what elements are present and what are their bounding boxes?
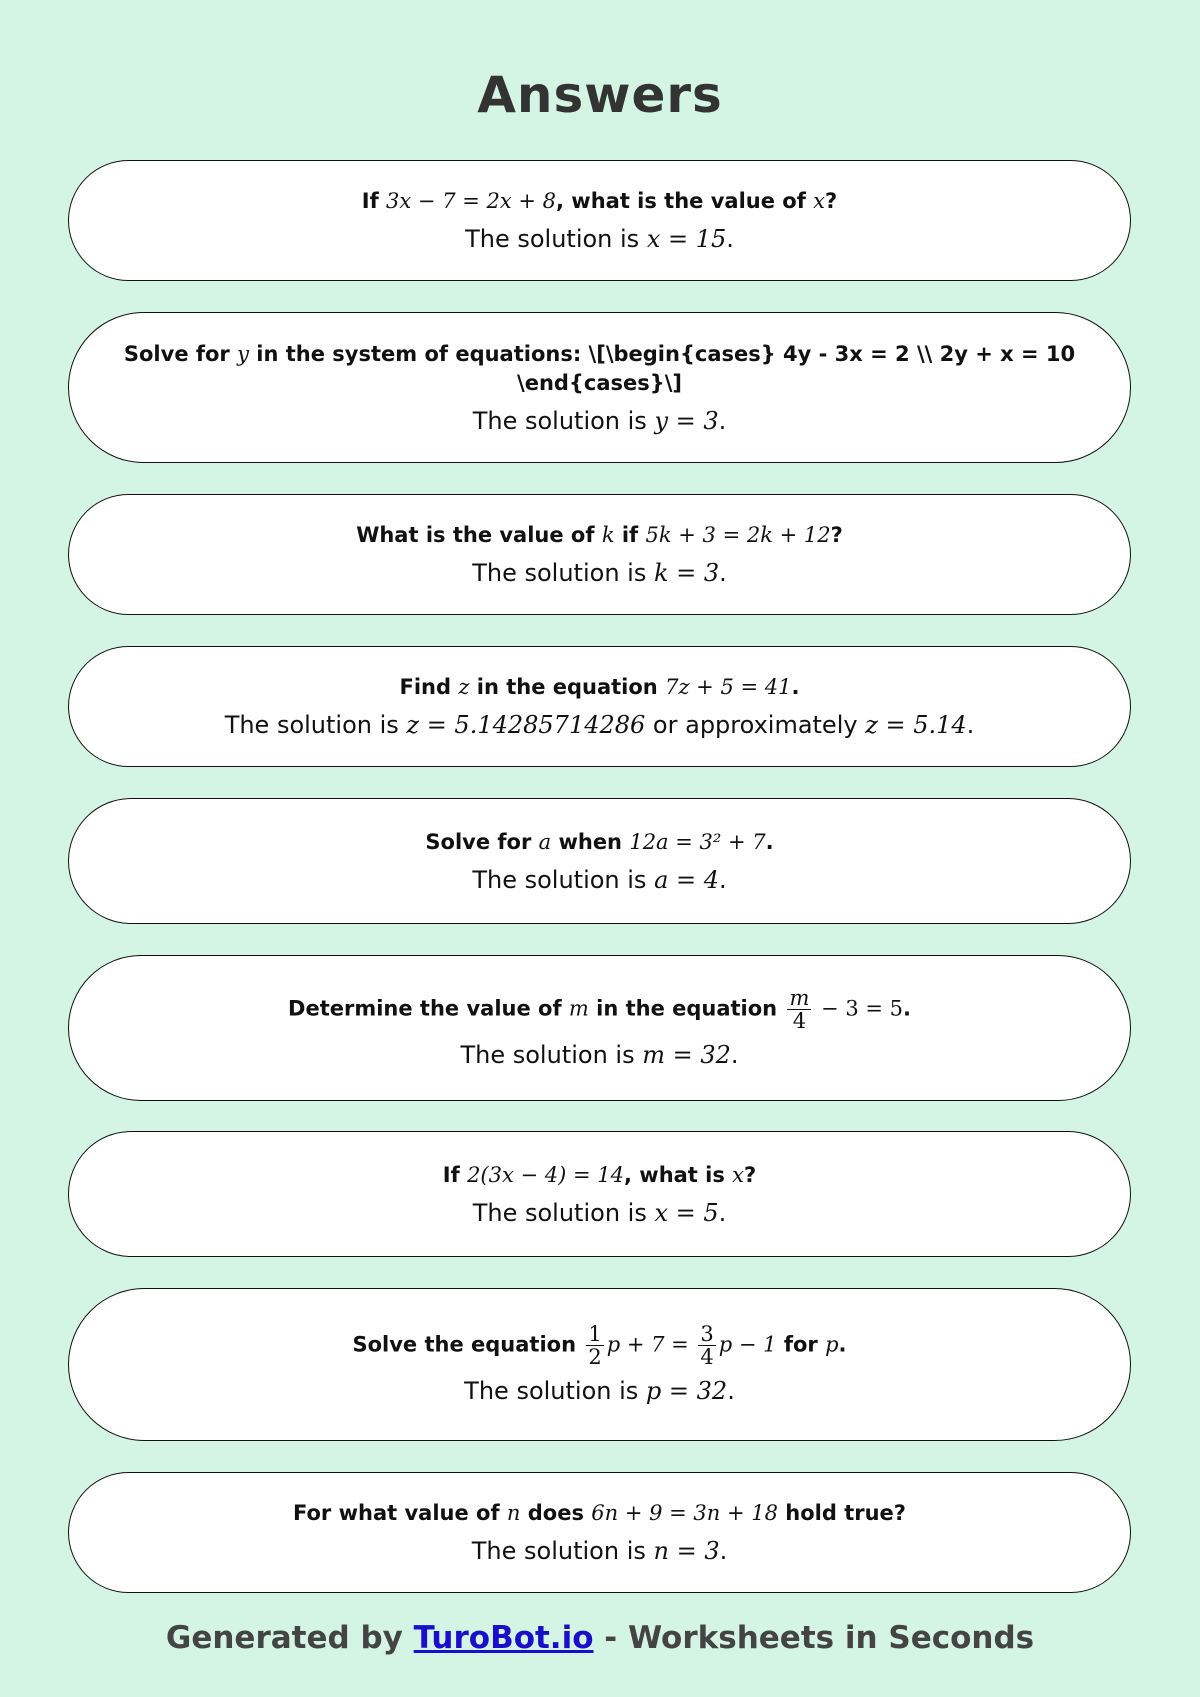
math-expression: 3x − 7 = 2x + 8: [386, 189, 557, 213]
math-expression: m = 32: [642, 1040, 731, 1069]
answer-text: The solution is x = 5.: [472, 1198, 727, 1227]
answer-card-4: [68, 646, 1131, 767]
math-variable: y: [237, 341, 249, 366]
answer-text: The solution is x = 15.: [465, 225, 734, 253]
answer-text: The solution is k = 3.: [472, 559, 727, 587]
math-variable: n: [506, 1501, 521, 1525]
answer-card-5: [68, 798, 1131, 924]
math-expression: z = 5.14285714286: [406, 711, 646, 739]
math-expression: p = 32: [645, 1377, 728, 1405]
math-expression: 7z + 5 = 41: [665, 675, 792, 699]
answer-card-3: [68, 494, 1131, 615]
math-fraction: $\frac{3}{4}$: [700, 1322, 714, 1369]
answer-card-8: [68, 1288, 1131, 1441]
answer-card-9: [68, 1472, 1131, 1593]
math-expression: 12a = 3² + 7: [629, 829, 766, 854]
math-expression: k = 3: [653, 559, 720, 587]
math-expression: x = 5: [654, 1198, 719, 1227]
question-text: For what value of n does 6n + 9 = 3n + 18 hold true?: [293, 1501, 906, 1525]
answer-card-1: [68, 160, 1131, 281]
question-text: Solve the equation $\frac{1}{2}$ p + 7 = $\frac{3}{4}$ p − 1 for p.: [352, 1322, 847, 1369]
math-variable: x: [732, 1162, 745, 1187]
math-fraction: $\frac{1}{2}$: [588, 1322, 602, 1369]
math-variable: m: [568, 996, 589, 1020]
answer-text: The solution is z = 5.14285714286 or approximately z = 5.14.: [224, 711, 975, 739]
answer-text: The solution is p = 32.: [464, 1377, 735, 1405]
question-text: What is the value of k if 5k + 3 = 2k + 12?: [356, 523, 843, 547]
math-expression: 2(3x − 4) = 14: [467, 1162, 624, 1187]
turobot-link[interactable]: TuroBot.io: [413, 1620, 594, 1656]
answer-text: The solution is a = 4.: [472, 865, 727, 894]
math-expression: y = 3: [654, 406, 719, 435]
math-fraction: $\frac{m}{4}$: [789, 985, 810, 1033]
question-text: Determine the value of m in the equation $\frac{m}{4}$ − 3 = 5.: [288, 985, 911, 1033]
answer-card-2: [68, 312, 1131, 463]
question-text: Solve for y in the system of equations: \[\begin{cases} 4y - 3x = 2 \\ 2y + x = 10 \end{cases}\]: [123, 341, 1076, 395]
answer-text: The solution is n = 3.: [471, 1537, 728, 1565]
math-variable: k: [601, 523, 615, 547]
math-variable: z: [458, 675, 470, 699]
math-expression: p + 7 =: [606, 1332, 696, 1357]
math-expression: x = 15: [646, 225, 727, 253]
question-text: If 3x − 7 = 2x + 8, what is the value of x?: [361, 189, 838, 213]
footer: Generated by TuroBot.io - Worksheets in Seconds: [165, 1620, 1035, 1656]
math-expression: z = 5.14: [865, 711, 967, 739]
math-variable: x: [813, 189, 826, 213]
math-expression: a = 4: [654, 865, 720, 894]
math-expression: n = 3: [653, 1537, 720, 1565]
answer-card-6: [68, 955, 1131, 1101]
math-variable: p: [825, 1332, 839, 1357]
answer-text: The solution is y = 3.: [472, 406, 727, 435]
math-expression: − 3 = 5: [814, 996, 903, 1020]
question-text: Find z in the equation 7z + 5 = 41.: [399, 675, 800, 699]
answer-card-7: [68, 1131, 1131, 1257]
math-expression: 5k + 3 = 2k + 12: [645, 523, 831, 547]
math-expression: p − 1: [718, 1332, 777, 1357]
question-text: If 2(3x − 4) = 14, what is x?: [442, 1162, 757, 1187]
answer-text: The solution is m = 32.: [460, 1040, 739, 1069]
page-title: Answers: [477, 66, 723, 124]
math-expression: 6n + 9 = 3n + 18: [591, 1501, 778, 1525]
question-text: Solve for a when 12a = 3² + 7.: [425, 829, 774, 854]
math-variable: a: [538, 829, 552, 854]
